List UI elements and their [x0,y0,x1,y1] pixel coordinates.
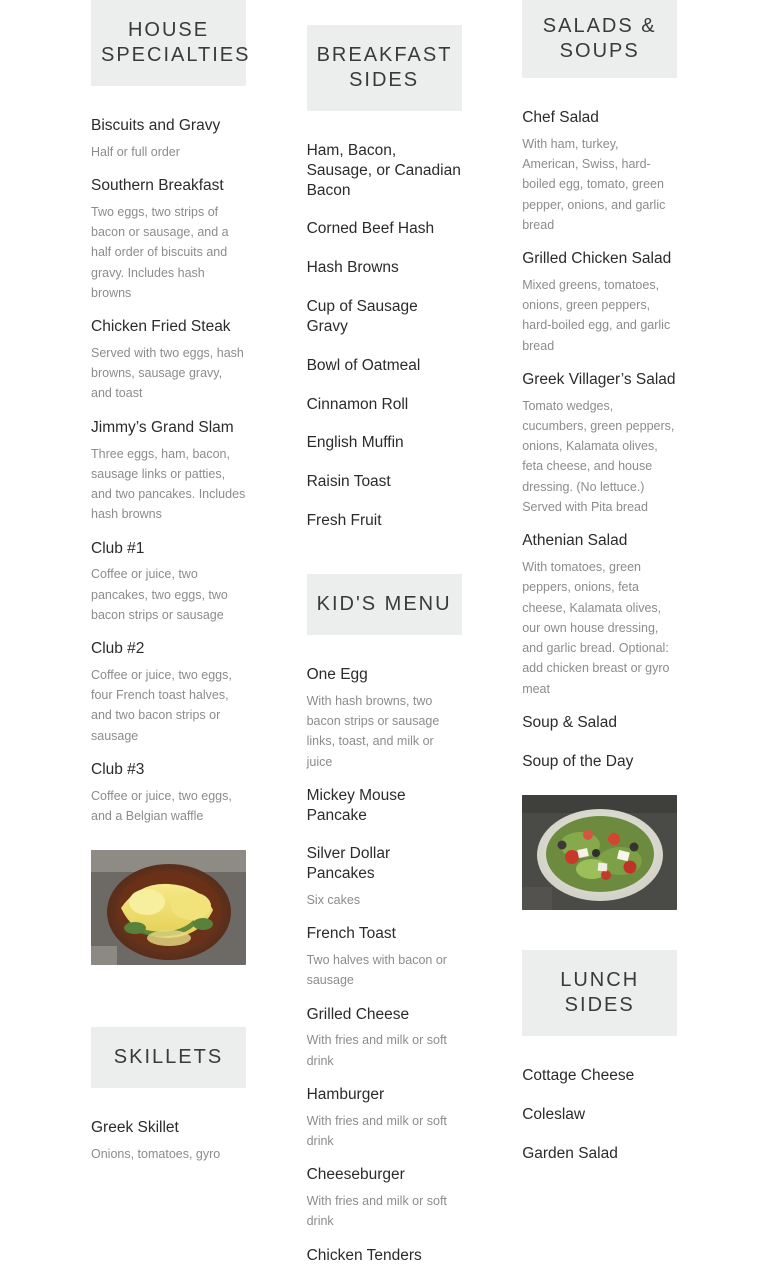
menu-item-name: Greek Villager’s Salad [522,370,676,388]
menu-item [522,108,677,235]
menu-item-description: Three eggs, ham, bacon, sausage links or patties, and two pancakes. Includes hash browns [91,446,246,522]
menu-item [307,219,462,239]
section-header-kids-menu [307,574,462,635]
section-lunch-sides [522,950,677,1163]
menu-item-name: Chef Salad [522,109,599,126]
menu-item [307,924,462,990]
menu-item-name: Grilled Cheese [306,1005,410,1023]
column-right [513,0,770,1271]
menu-item-description: Two halves with bacon or sausage [306,953,447,988]
section-spacer [522,910,677,950]
section-header-salads-and-soups [522,0,677,78]
menu-item-name: One Egg [306,665,368,683]
menu-item [522,249,677,356]
menu-item [307,1005,462,1071]
menu-item [522,1144,677,1164]
menu-item-name: Club #1 [91,539,145,557]
section-title: KID'S MENU [316,592,452,615]
menu-item-name: Raisin Toast [306,473,391,491]
menu-item [522,713,677,733]
menu-item [307,844,462,910]
menu-item [307,356,462,376]
menu-item-name: Silver Dollar Pancakes [306,845,391,883]
menu-item [307,786,462,826]
menu-item-description: With fries and milk or soft drink [306,1194,447,1229]
menu-item [307,258,462,278]
menu-item [307,1085,462,1151]
menu-item-name: Ham, Bacon, Sausage, or Canadian Bacon [306,142,461,199]
section-title: HOUSE SPECIALTIES [101,19,251,66]
menu-item-description: With ham, turkey, American, Swiss, hard-boiled egg, tomato, green pepper, onions, and garlic bread [522,136,666,232]
menu-item-name: Southern Breakfast [91,177,224,195]
menu-item-name: Cottage Cheese [522,1067,635,1085]
menu-item-description: Coffee or juice, two eggs, four French toast halves, and two bacon strips or sausage [91,667,232,743]
section-title: BREAKFAST SIDES [316,44,453,91]
menu-item [91,418,246,525]
menu-item-description: Two eggs, two strips of bacon or sausage, and a half order of biscuits and gravy. Includes hash browns [91,204,229,300]
menu-item-name: Cinnamon Roll [306,395,409,413]
menu-item-description: With fries and milk or soft drink [306,1113,447,1149]
menu-item-name: Hash Browns [306,259,399,277]
menu-item-name: Athenian Salad [522,532,628,550]
menu-item-name: Chicken Tenders [306,1246,422,1264]
menu-item-name: Club #3 [91,760,145,778]
column-left [0,0,257,1271]
menu-item-name: Cup of Sausage Gravy [306,298,418,335]
section-spacer [307,550,462,574]
menu-item [307,511,462,531]
menu-item-name: Biscuits and Gravy [91,117,221,134]
menu-item [91,1118,246,1164]
section-breakfast-sides [307,25,462,531]
menu-item [307,1246,462,1266]
section-title: SALADS & SOUPS [542,15,657,62]
menu-item-description: With tomatoes, green peppers, onions, feta cheese, Kalamata olives, our own house dressing, and garlic bread. Optional: add chicken breast or gyro meat [522,560,670,696]
menu-item [522,370,677,517]
menu-item-name: Soup & Salad [522,713,617,731]
menu-item-name: Corned Beef Hash [306,220,435,238]
menu-item-description: Mixed greens, tomatoes, onions, green peppers, hard-boiled egg, and garlic bread [522,277,671,353]
menu-item [522,752,677,772]
menu-item-name: Fresh Fruit [306,512,382,530]
menu-item-description: Served with two eggs, hash browns, sausage gravy, and toast [91,345,244,401]
menu-item-name: Jimmy’s Grand Slam [91,418,234,436]
column-middle [257,0,514,1271]
greek-salad-photo [522,795,677,910]
menu-item [91,116,246,162]
menu-item [522,1066,677,1086]
menu-item [522,531,677,699]
section-header-skillets [91,1027,246,1088]
menu-item [91,317,246,404]
menu-item [91,760,246,826]
menu-item-name: Mickey Mouse Pancake [306,786,406,824]
section-title: LUNCH SIDES [560,969,640,1017]
section-salads-and-soups [522,0,677,910]
menu-item [307,297,462,337]
eggs-benedict-photo [91,850,246,965]
menu-item-name: Grilled Chicken Salad [522,250,672,268]
section-header-breakfast-sides [307,25,462,111]
menu-item-name: Greek Skillet [91,1119,179,1137]
menu-item-name: Chicken Fried Steak [91,318,231,336]
section-header-lunch-sides [522,950,677,1036]
menu-item-description: With hash browns, two bacon strips or sausage links, toast, and milk or juice [306,693,440,769]
menu-item-description: With fries and milk or soft drink [306,1033,447,1068]
menu-item-name: Garden Salad [522,1145,618,1163]
menu-item [307,433,462,453]
section-title: SKILLETS [113,1046,224,1069]
menu-item [307,665,462,772]
menu-item-description: Onions, tomatoes, gyro [91,1147,221,1162]
menu-item [307,395,462,415]
menu-item [307,141,462,200]
menu-item-description: Coffee or juice, two eggs, and a Belgian waffle [91,788,232,824]
menu-item-description: Six cakes [306,893,361,908]
section-kids-menu [307,574,462,1266]
menu-item-name: Coleslaw [522,1106,586,1124]
section-header-house-specialties [91,0,251,86]
menu-item [91,176,246,303]
menu-item-name: Bowl of Oatmeal [306,356,421,374]
menu-item-description: Coffee or juice, two pancakes, two eggs, two bacon strips or sausage [91,567,228,622]
menu-item-description: Half or full order [91,144,180,159]
menu-item [522,1105,677,1125]
menu-item [91,639,246,746]
menu-item-name: Club #2 [91,640,145,658]
menu-item-name: English Muffin [306,434,404,452]
menu-item-description: Tomato wedges, cucumbers, green peppers, onions, Kalamata olives, feta cheese, and house dressing. (No lettuce.) Served with Pita bread [522,398,675,514]
section-house-specialties [91,0,251,965]
section-spacer [91,965,246,1027]
menu-item [91,539,246,626]
menu-item [307,1165,462,1231]
menu-item-name: French Toast [306,925,396,943]
menu-item-name: Soup of the Day [522,752,634,770]
menu-item-name: Hamburger [306,1085,385,1103]
menu-item [307,472,462,492]
menu-item-name: Cheeseburger [306,1166,405,1184]
section-skillets [91,1027,246,1164]
